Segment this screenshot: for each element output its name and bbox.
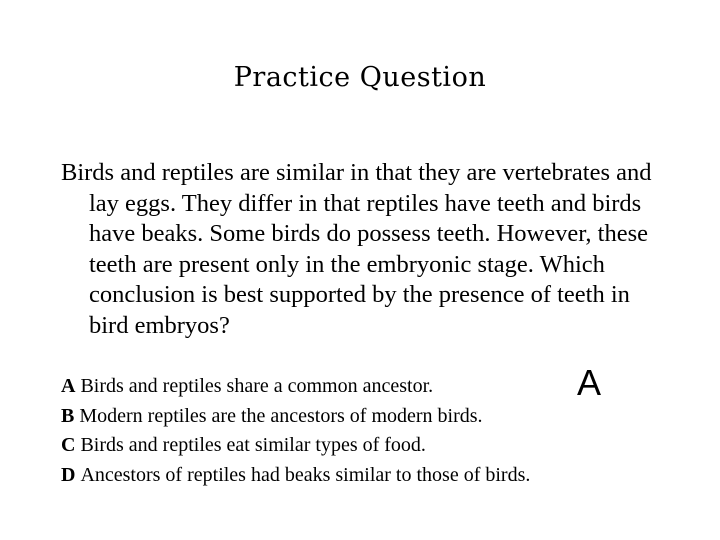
option-b	[61, 402, 661, 432]
option-c	[61, 431, 661, 461]
option-letter: A	[61, 375, 76, 397]
answer-key: A	[577, 362, 602, 403]
option-text: Ancestors of reptiles had beaks similar to those of birds.	[80, 463, 531, 486]
slide-title: Practice Question	[233, 62, 487, 93]
option-letter: D	[61, 463, 76, 486]
option-text: Birds and reptiles eat similar types of food.	[80, 434, 426, 456]
option-text: Modern reptiles are the ancestors of modern birds.	[79, 404, 483, 427]
option-text: Birds and reptiles share a common ancestor.	[80, 375, 434, 397]
question-text: Birds and reptiles are similar in that they are vertebrates and lay eggs. They differ in that reptiles have teeth and birds have beaks. Some birds do possess teeth. However, these teeth are present only in the embryonic stage. Which conclusion is best supported by the presence of teeth in bird embryos?	[61, 159, 652, 339]
option-d	[61, 461, 661, 491]
answer-options	[61, 372, 661, 490]
option-letter: B	[61, 404, 75, 427]
option-letter: C	[61, 434, 76, 456]
option-a	[61, 372, 661, 402]
